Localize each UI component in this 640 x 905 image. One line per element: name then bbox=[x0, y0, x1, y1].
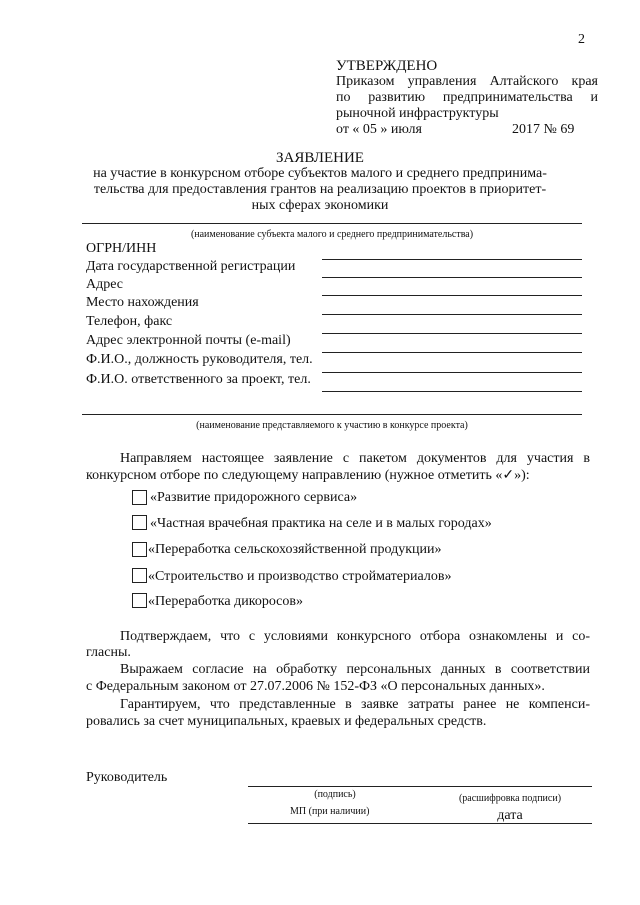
document-title: ЗАЯВЛЕНИЕ bbox=[276, 150, 364, 166]
document-heading bbox=[60, 150, 580, 214]
direction-5-checkbox[interactable] bbox=[132, 593, 147, 608]
field-director-line-2[interactable] bbox=[322, 372, 582, 373]
date-label: дата bbox=[497, 808, 523, 823]
field-ogrn-label: ОГРН/ИНН bbox=[86, 241, 157, 256]
approval-date: от « 05 » июля bbox=[336, 122, 422, 137]
direction-5-label: «Переработка дикоросов» bbox=[148, 594, 303, 609]
confirm-line-2: гласны. bbox=[86, 645, 131, 660]
consent-line-2: с Федеральным законом от 27.07.2006 № 152-ФЗ «О персональных данных». bbox=[86, 679, 545, 694]
signature-line[interactable] bbox=[248, 786, 592, 787]
confirm-line-1: Подтверждаем, что с условиями конкурсного отбора ознакомлены и со- bbox=[120, 629, 590, 644]
field-address-label: Адрес bbox=[86, 277, 124, 292]
field-address-line[interactable] bbox=[322, 277, 582, 278]
page-number: 2 bbox=[578, 32, 585, 47]
intro-line-1: Направляем настоящее заявление с пакетом документов для участия в bbox=[120, 451, 590, 466]
direction-2-label: «Частная врачебная практика на селе и в малых городах» bbox=[150, 516, 492, 531]
approval-line-2: по развитию предпринимательства и bbox=[336, 90, 598, 105]
field-phone-line[interactable] bbox=[322, 314, 582, 315]
direction-3-checkbox[interactable] bbox=[132, 542, 147, 557]
signature-role: Руководитель bbox=[86, 770, 168, 785]
signature-decode-caption: (расшифровка подписи) bbox=[458, 793, 562, 804]
subject-name-line[interactable] bbox=[82, 223, 582, 224]
heading-line-2: тельства для предоставления грантов на реализацию проектов в приоритет- bbox=[93, 182, 547, 197]
subject-name-caption: (наименование субъекта малого и среднего предпринимательства) bbox=[190, 229, 474, 240]
direction-4-label: «Строительство и производство стройматериалов» bbox=[148, 569, 452, 584]
field-location-label: Место нахождения bbox=[86, 295, 199, 310]
heading-line-3: ных сферах экономики bbox=[251, 198, 389, 213]
field-registration-date-label: Дата государственной регистрации bbox=[86, 259, 296, 274]
approval-title: УТВЕРЖДЕНО bbox=[336, 58, 438, 74]
consent-line-1: Выражаем согласие на обработку персональных данных в соответствии bbox=[120, 662, 590, 677]
guarantee-line-1: Гарантируем, что представленные в заявке затраты ранее не компенси- bbox=[120, 697, 590, 712]
field-responsible-line[interactable] bbox=[322, 391, 582, 392]
guarantee-line-2: ровались за счет муниципальных, краевых и федеральных средств. bbox=[86, 714, 487, 729]
stamp-date-line[interactable] bbox=[248, 823, 592, 824]
field-email-label: Адрес электронной почты (e-mail) bbox=[86, 333, 291, 348]
field-location-line[interactable] bbox=[322, 295, 582, 296]
project-name-caption: (наименование представляемого к участию в конкурсе проекта) bbox=[196, 420, 468, 431]
signature-caption: (подпись) bbox=[314, 789, 356, 800]
direction-2-checkbox[interactable] bbox=[132, 515, 147, 530]
field-email-line[interactable] bbox=[322, 333, 582, 334]
field-phone-label: Телефон, факс bbox=[86, 314, 173, 329]
direction-1-checkbox[interactable] bbox=[132, 490, 147, 505]
field-director-label: Ф.И.О., должность руководителя, тел. bbox=[86, 352, 313, 367]
direction-4-checkbox[interactable] bbox=[132, 568, 147, 583]
direction-3-label: «Переработка сельскохозяйственной продукции» bbox=[148, 542, 442, 557]
heading-line-1: на участие в конкурсном отборе субъектов малого и среднего предпринима- bbox=[93, 166, 547, 181]
direction-1-label: «Развитие придорожного сервиса» bbox=[150, 490, 358, 505]
project-name-line[interactable] bbox=[82, 414, 582, 415]
field-registration-date-line[interactable] bbox=[322, 259, 582, 260]
intro-line-2: конкурсном отборе по следующему направлению (нужное отметить «✓»): bbox=[86, 468, 530, 483]
approval-number: 2017 № 69 bbox=[512, 122, 575, 137]
approval-line-1: Приказом управления Алтайского края bbox=[336, 74, 598, 89]
field-director-line[interactable] bbox=[322, 352, 582, 353]
field-responsible-label: Ф.И.О. ответственного за проект, тел. bbox=[86, 372, 311, 387]
stamp-label: МП (при наличии) bbox=[290, 806, 370, 817]
approval-line-3: рыночной инфраструктуры bbox=[336, 106, 499, 121]
approval-block bbox=[336, 58, 598, 138]
